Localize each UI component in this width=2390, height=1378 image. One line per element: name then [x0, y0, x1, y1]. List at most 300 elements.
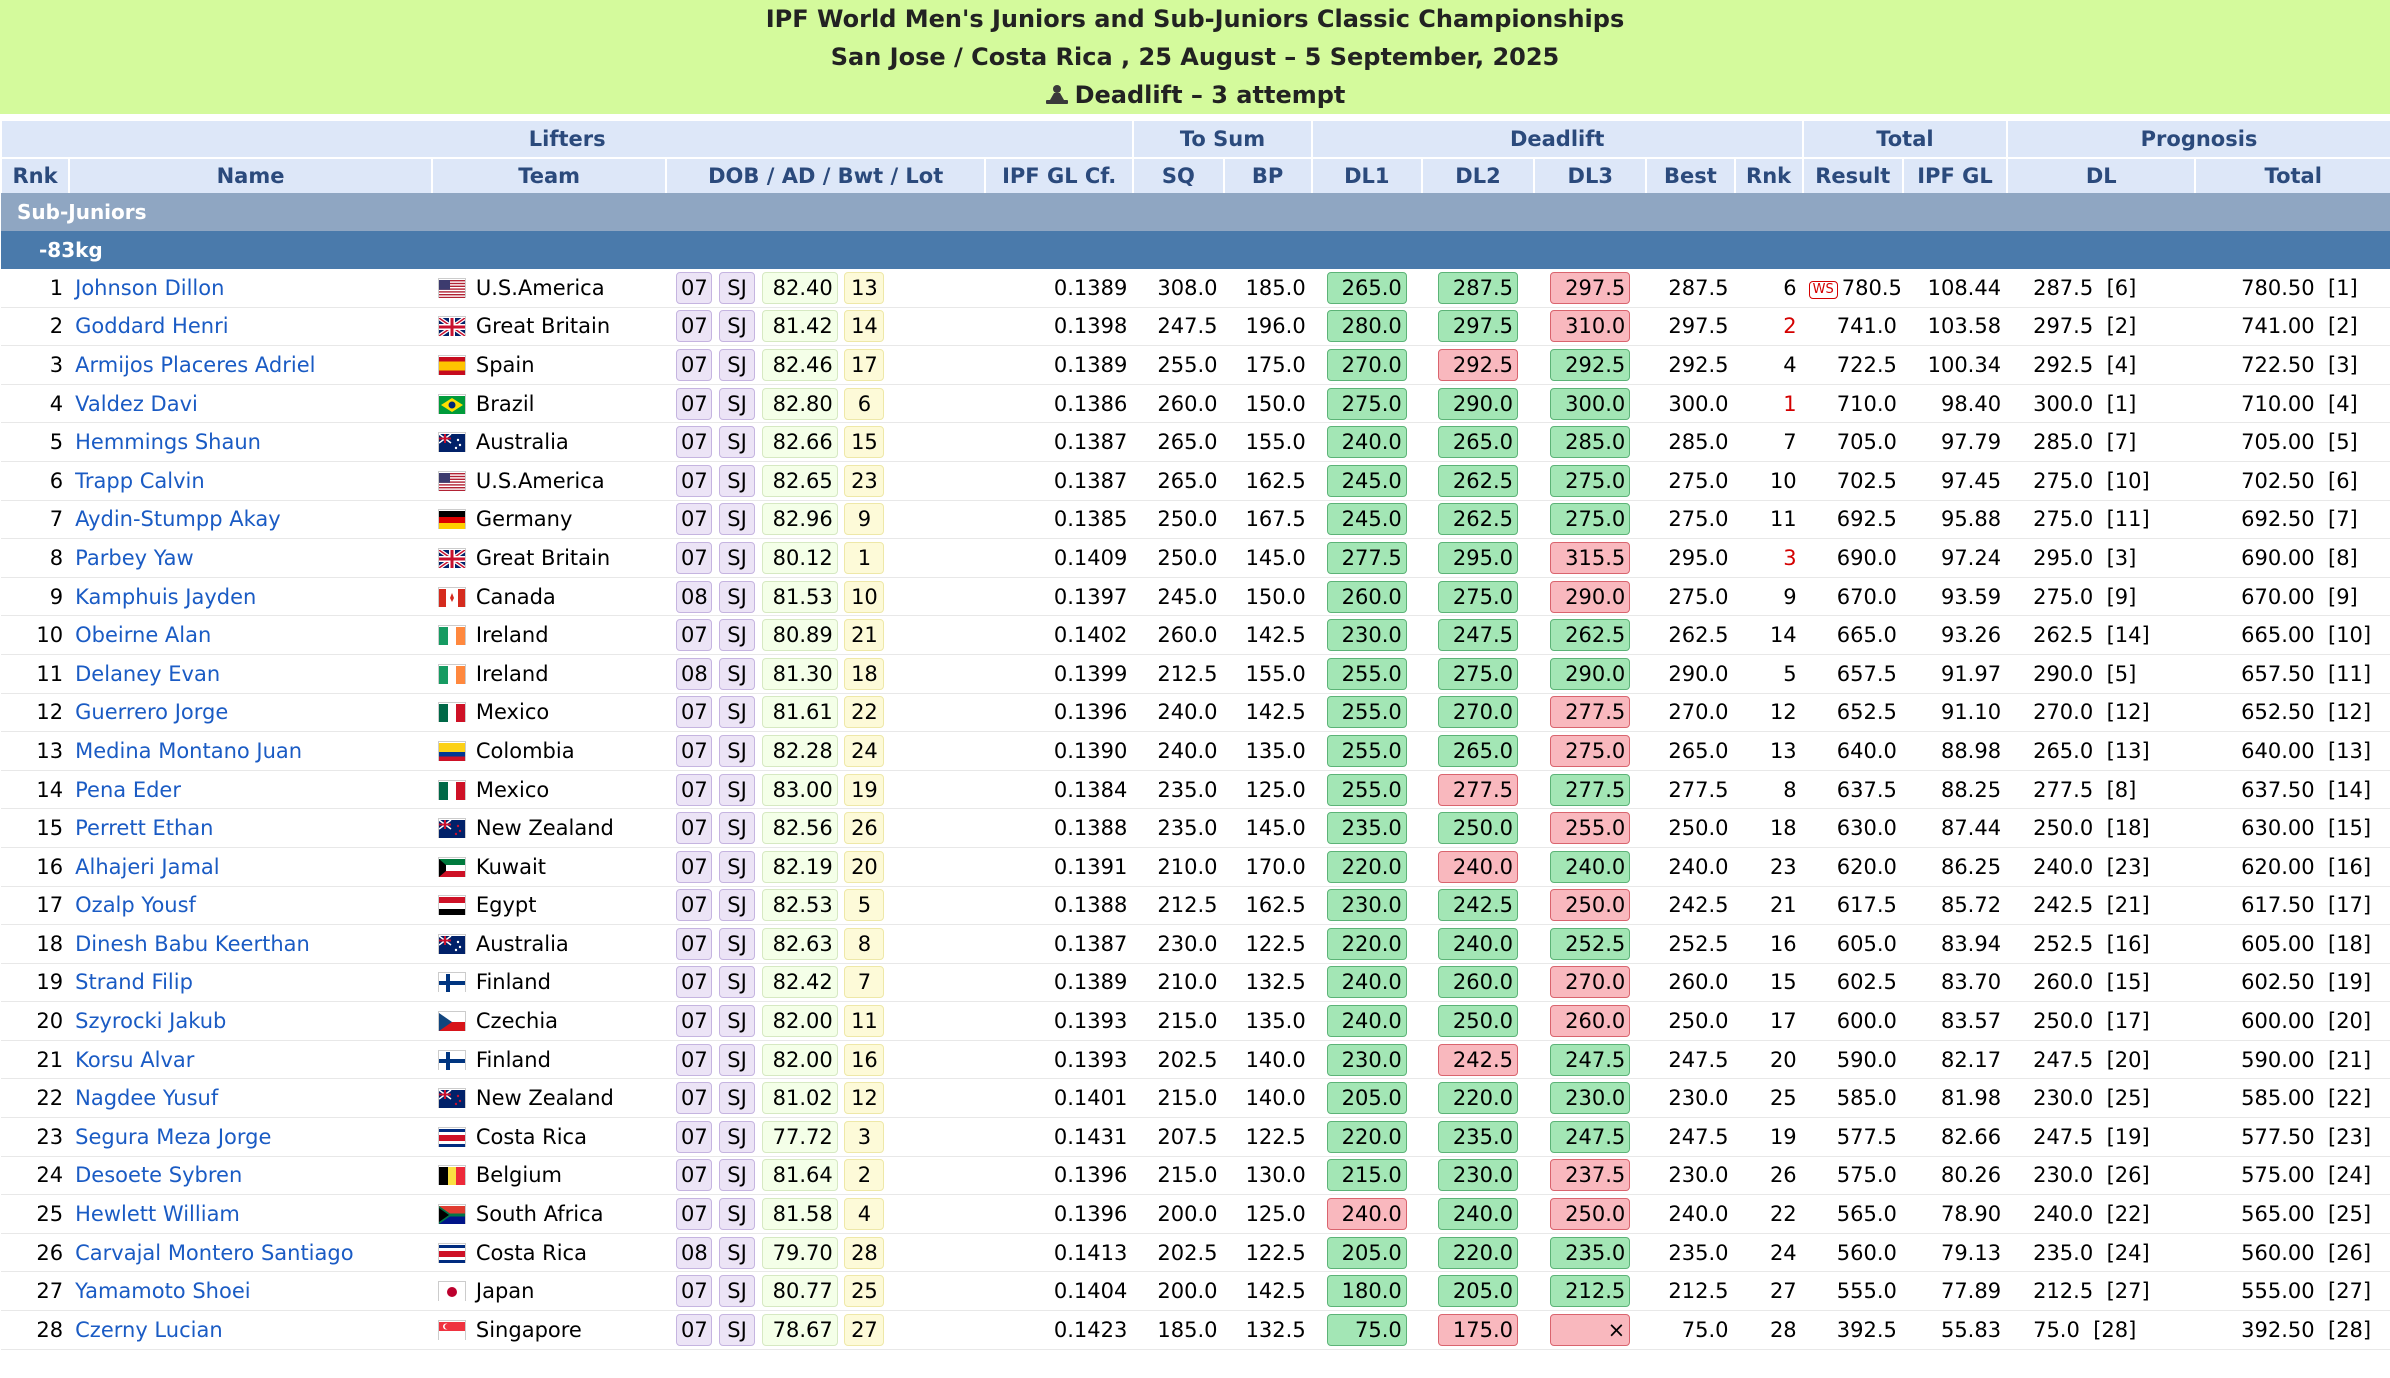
dl1-attempt[interactable]: 255.0 [1327, 735, 1407, 767]
dl3-attempt[interactable]: 277.5 [1550, 774, 1630, 806]
lifter-name-link[interactable]: Delaney Evan [69, 654, 432, 693]
ipf-gl-points: 93.59 [1903, 577, 2007, 616]
dl1-cell [1312, 1195, 1422, 1234]
dl2-attempt[interactable]: 262.5 [1438, 465, 1518, 497]
dl3-attempt[interactable]: 252.5 [1550, 928, 1630, 960]
prognosis-dl: 240.0 [2033, 854, 2094, 879]
dl1-attempt[interactable]: 230.0 [1327, 619, 1407, 651]
dob-badge: 07 [676, 889, 712, 921]
age-division-badge: SJ [719, 1082, 755, 1114]
squat-value: 215.0 [1133, 1079, 1223, 1118]
total-result-cell [1803, 539, 1903, 578]
prognosis-total-rank: [14] [2328, 777, 2372, 802]
dl1-attempt[interactable]: 230.0 [1327, 1044, 1407, 1076]
ipf-gl-points: 93.26 [1903, 616, 2007, 655]
dl2-attempt[interactable]: 262.5 [1438, 503, 1518, 535]
team-name: Belgium [475, 1163, 562, 1188]
lifter-name-link[interactable]: Kamphuis Jayden [69, 577, 432, 616]
dl3-attempt[interactable]: 275.0 [1550, 465, 1630, 497]
table-row[interactable] [1, 500, 2390, 539]
dl3-attempt[interactable]: 250.0 [1550, 1198, 1630, 1230]
best-deadlift: 265.0 [1646, 732, 1734, 771]
table-row[interactable] [1, 732, 2390, 771]
table-row[interactable] [1, 577, 2390, 616]
table-row[interactable] [1, 269, 2390, 307]
dob-badge: 07 [676, 465, 712, 497]
dl3-attempt[interactable]: 310.0 [1550, 310, 1630, 342]
lifter-name-link[interactable]: Nagdee Yusuf [69, 1079, 432, 1118]
dl1-attempt[interactable]: 205.0 [1327, 1082, 1407, 1114]
lifter-name-link[interactable]: Hewlett William [69, 1195, 432, 1234]
dl2-attempt[interactable]: 270.0 [1438, 696, 1518, 728]
dl2-attempt[interactable]: 230.0 [1438, 1159, 1518, 1191]
dl2-cell [1422, 384, 1534, 423]
prognosis-dl: 235.0 [2033, 1240, 2094, 1265]
dob-badge: 07 [676, 928, 712, 960]
table-row[interactable] [1, 1233, 2390, 1272]
total-result-cell [1803, 809, 1903, 848]
dl3-cell [1534, 1040, 1646, 1079]
col-sq[interactable]: SQ [1133, 158, 1223, 193]
bench-value: 140.0 [1224, 1079, 1312, 1118]
table-row[interactable] [1, 1156, 2390, 1195]
lifter-name-link[interactable]: Goddard Henri [69, 307, 432, 346]
table-row[interactable] [1, 847, 2390, 886]
dl2-attempt[interactable]: 220.0 [1438, 1082, 1518, 1114]
col-dl2[interactable]: DL2 [1422, 158, 1534, 193]
ipf-gl-coefficient: 0.1387 [985, 461, 1133, 500]
prognosis-dl-rank: [2] [2106, 314, 2137, 339]
dl3-attempt[interactable]: 277.5 [1550, 696, 1630, 728]
prognosis-dl-cell [2007, 809, 2195, 848]
deadlift-rank: 16 [1735, 925, 1803, 964]
age-division-badge: SJ [719, 1159, 755, 1191]
table-row[interactable] [1, 539, 2390, 578]
prognosis-dl: 252.5 [2033, 931, 2094, 956]
dob-cell [666, 732, 985, 771]
squat-value: 250.0 [1133, 500, 1223, 539]
dl3-attempt[interactable]: 235.0 [1550, 1237, 1630, 1269]
dob-cell [666, 539, 985, 578]
col-best[interactable]: Best [1646, 158, 1734, 193]
prognosis-dl: 285.0 [2033, 430, 2094, 455]
table-row[interactable] [1, 963, 2390, 1002]
event-subtitle [0, 76, 2390, 114]
lifter-name-link[interactable]: Hemmings Shaun [69, 423, 432, 462]
dl2-attempt[interactable]: 250.0 [1438, 812, 1518, 844]
lot-badge: 15 [844, 426, 884, 458]
prognosis-dl-rank: [17] [2106, 1009, 2150, 1034]
table-row[interactable] [1, 423, 2390, 462]
dl3-attempt[interactable]: 300.0 [1550, 388, 1630, 420]
prognosis-dl: 270.0 [2033, 700, 2094, 725]
lifter-name-link[interactable]: Desoete Sybren [69, 1156, 432, 1195]
lifter-name-link[interactable]: Parbey Yaw [69, 539, 432, 578]
dl2-attempt[interactable]: 240.0 [1438, 851, 1518, 883]
team-cell [432, 1079, 666, 1118]
dob-cell [666, 1272, 985, 1311]
total-result: 722.5 [1836, 352, 1897, 377]
prognosis-total-rank: [1] [2328, 275, 2358, 300]
squat-value: 250.0 [1133, 539, 1223, 578]
col-dl3[interactable]: DL3 [1534, 158, 1646, 193]
table-row[interactable] [1, 693, 2390, 732]
prognosis-dl-rank: [8] [2106, 777, 2137, 802]
dl2-attempt[interactable]: 265.0 [1438, 735, 1518, 767]
lifter-name-link[interactable]: Guerrero Jorge [69, 693, 432, 732]
dl2-cell [1422, 539, 1534, 578]
dl2-attempt[interactable]: 240.0 [1438, 928, 1518, 960]
lifter-name-link[interactable]: Pena Eder [69, 770, 432, 809]
dl2-attempt[interactable]: 287.5 [1438, 272, 1518, 304]
dl2-attempt[interactable]: 290.0 [1438, 388, 1518, 420]
dl1-attempt[interactable]: 215.0 [1327, 1159, 1407, 1191]
dl1-attempt[interactable]: 265.0 [1327, 272, 1407, 304]
lifter-name-link[interactable]: Johnson Dillon [69, 269, 432, 307]
total-result-cell [1803, 886, 1903, 925]
col-bp[interactable]: BP [1224, 158, 1312, 193]
dl2-attempt[interactable]: 175.0 [1438, 1314, 1518, 1346]
lifter-name-link[interactable]: Yamamoto Shoei [69, 1272, 432, 1311]
dl3-attempt[interactable]: 275.0 [1550, 503, 1630, 535]
bench-value: 132.5 [1224, 963, 1312, 1002]
table-row[interactable] [1, 1195, 2390, 1234]
dl2-attempt[interactable]: 250.0 [1438, 1005, 1518, 1037]
dl2-attempt[interactable]: 295.0 [1438, 542, 1518, 574]
lifter-name-link[interactable]: Korsu Alvar [69, 1040, 432, 1079]
lifter-name-link[interactable]: Strand Filip [69, 963, 432, 1002]
lifter-name-link[interactable]: Segura Meza Jorge [69, 1118, 432, 1157]
deadlift-rank: 28 [1735, 1311, 1803, 1350]
lot-badge: 8 [844, 928, 884, 960]
dl1-attempt[interactable]: 180.0 [1327, 1275, 1407, 1307]
lifter-name-link[interactable]: Carvajal Montero Santiago [69, 1233, 432, 1272]
table-row[interactable] [1, 616, 2390, 655]
prognosis-total-cell [2195, 1311, 2390, 1350]
dl3-cell [1534, 886, 1646, 925]
rank: 3 [1, 346, 69, 385]
dob-cell [666, 1079, 985, 1118]
dl2-cell [1422, 269, 1534, 307]
col-ipfgl[interactable]: IPF GL [1903, 158, 2007, 193]
dl3-attempt[interactable]: 260.0 [1550, 1005, 1630, 1037]
dl3-attempt[interactable]: 315.5 [1550, 542, 1630, 574]
dl2-attempt[interactable]: 242.5 [1438, 1044, 1518, 1076]
table-row[interactable] [1, 307, 2390, 346]
dl3-attempt[interactable]: 230.0 [1550, 1082, 1630, 1114]
table-row[interactable] [1, 809, 2390, 848]
dl1-attempt[interactable]: 240.0 [1327, 426, 1407, 458]
deadlift-rank: 15 [1735, 963, 1803, 1002]
prognosis-dl-cell [2007, 886, 2195, 925]
dl3-attempt[interactable]: 290.0 [1550, 658, 1630, 690]
team-cell [432, 1233, 666, 1272]
table-row[interactable] [1, 886, 2390, 925]
dl1-cell [1312, 847, 1422, 886]
dl1-attempt[interactable]: 260.0 [1327, 581, 1407, 613]
dl2-attempt[interactable]: 235.0 [1438, 1121, 1518, 1153]
table-row[interactable] [1, 1040, 2390, 1079]
team-name: South Africa [475, 1202, 604, 1227]
prognosis-dl: 250.0 [2033, 816, 2094, 841]
table-row[interactable] [1, 1118, 2390, 1157]
bench-value: 140.0 [1224, 1040, 1312, 1079]
squat-value: 212.5 [1133, 654, 1223, 693]
lifter-name-link[interactable]: Szyrocki Jakub [69, 1002, 432, 1041]
table-row[interactable] [1, 461, 2390, 500]
total-result-cell [1803, 500, 1903, 539]
age-division-badge: SJ [719, 851, 755, 883]
prognosis-total: 605.00 [2241, 931, 2315, 956]
lifter-name-link[interactable]: Dinesh Babu Keerthan [69, 925, 432, 964]
prognosis-total: 665.00 [2241, 623, 2315, 648]
lifter-name-link[interactable]: Armijos Placeres Adriel [69, 346, 432, 385]
prognosis-total-cell [2195, 1118, 2390, 1157]
rank: 8 [1, 539, 69, 578]
best-deadlift: 290.0 [1646, 654, 1734, 693]
table-row[interactable] [1, 346, 2390, 385]
team-name: Mexico [475, 777, 550, 802]
prognosis-total-cell [2195, 1079, 2390, 1118]
dl3-attempt[interactable]: 290.0 [1550, 581, 1630, 613]
dl3-attempt[interactable]: 247.5 [1550, 1121, 1630, 1153]
team-name: Ireland [475, 623, 549, 648]
lifter-name-link[interactable]: Trapp Calvin [69, 461, 432, 500]
col-rnk[interactable]: Rnk [1, 158, 69, 193]
dl3-attempt[interactable]: 275.0 [1550, 735, 1630, 767]
table-row[interactable] [1, 384, 2390, 423]
dob-badge: 07 [676, 1005, 712, 1037]
dl1-attempt[interactable]: 240.0 [1327, 966, 1407, 998]
dl1-cell [1312, 1233, 1422, 1272]
dl3-attempt[interactable]: 270.0 [1550, 966, 1630, 998]
dl1-attempt[interactable]: 220.0 [1327, 1121, 1407, 1153]
prognosis-total: 780.50 [2241, 275, 2315, 300]
prognosis-dl: 260.0 [2033, 970, 2094, 995]
total-result-cell [1803, 1156, 1903, 1195]
dl2-attempt[interactable]: 240.0 [1438, 1198, 1518, 1230]
dl2-attempt[interactable]: 247.5 [1438, 619, 1518, 651]
dl3-attempt[interactable]: 262.5 [1550, 619, 1630, 651]
dl2-attempt[interactable]: 292.5 [1438, 349, 1518, 381]
lifter-name-link[interactable]: Czerny Lucian [69, 1311, 432, 1350]
ipf-gl-coefficient: 0.1393 [985, 1002, 1133, 1041]
prognosis-dl-cell [2007, 1118, 2195, 1157]
dob-cell [666, 500, 985, 539]
ipf-gl-points: 83.57 [1903, 1002, 2007, 1041]
lifter-name-link[interactable]: Alhajeri Jamal [69, 847, 432, 886]
ie-flag-icon [438, 625, 466, 645]
prognosis-dl: 265.0 [2033, 738, 2094, 763]
team-name: Australia [475, 430, 569, 455]
prognosis-total-cell [2195, 539, 2390, 578]
prognosis-dl-cell [2007, 269, 2195, 307]
total-result: 780.5 [1841, 275, 1902, 300]
best-deadlift: 275.0 [1646, 577, 1734, 616]
dl3-attempt[interactable]: 237.5 [1550, 1159, 1630, 1191]
dl3-attempt[interactable]: 255.0 [1550, 812, 1630, 844]
col-result[interactable]: Result [1803, 158, 1903, 193]
dl1-attempt[interactable]: 230.0 [1327, 889, 1407, 921]
squat-value: 265.0 [1133, 461, 1223, 500]
table-row[interactable] [1, 1311, 2390, 1350]
best-deadlift: 240.0 [1646, 1195, 1734, 1234]
cr-flag-icon [438, 1127, 466, 1147]
dl1-attempt[interactable]: 220.0 [1327, 928, 1407, 960]
dl1-attempt[interactable]: 220.0 [1327, 851, 1407, 883]
col-dl-rnk[interactable]: Rnk [1735, 158, 1803, 193]
dl2-attempt[interactable]: 265.0 [1438, 426, 1518, 458]
dl1-attempt[interactable]: 275.0 [1327, 388, 1407, 420]
best-deadlift: 300.0 [1646, 384, 1734, 423]
team-name: Costa Rica [475, 1240, 587, 1265]
dl3-attempt[interactable]: 247.5 [1550, 1044, 1630, 1076]
dob-cell [666, 1311, 985, 1350]
ipf-gl-points: 82.66 [1903, 1118, 2007, 1157]
prognosis-dl-cell [2007, 384, 2195, 423]
dl1-attempt[interactable]: 245.0 [1327, 465, 1407, 497]
lifter-name-link[interactable]: Obeirne Alan [69, 616, 432, 655]
dob-badge: 07 [676, 1121, 712, 1153]
dl2-attempt[interactable]: 205.0 [1438, 1275, 1518, 1307]
lot-badge: 7 [844, 966, 884, 998]
team-cell [432, 925, 666, 964]
lot-badge: 25 [844, 1275, 884, 1307]
prognosis-dl-cell [2007, 307, 2195, 346]
dl2-attempt[interactable]: 277.5 [1438, 774, 1518, 806]
ipf-gl-points: 55.83 [1903, 1311, 2007, 1350]
dl2-attempt[interactable]: 275.0 [1438, 658, 1518, 690]
table-row[interactable] [1, 925, 2390, 964]
dob-cell [666, 847, 985, 886]
table-row[interactable] [1, 1002, 2390, 1041]
dl3-attempt[interactable]: 240.0 [1550, 851, 1630, 883]
total-result: 560.0 [1836, 1240, 1897, 1265]
lot-badge: 19 [844, 774, 884, 806]
bench-value: 142.5 [1224, 616, 1312, 655]
col-glcf[interactable]: IPF GL Cf. [985, 158, 1133, 193]
dl1-attempt[interactable]: 255.0 [1327, 696, 1407, 728]
col-dob[interactable]: DOB / AD / Bwt / Lot [666, 158, 985, 193]
au-flag-icon [438, 432, 466, 452]
dl3-attempt[interactable]: 250.0 [1550, 889, 1630, 921]
age-division-badge: SJ [719, 465, 755, 497]
prognosis-dl: 277.5 [2033, 777, 2094, 802]
dl1-attempt[interactable]: 235.0 [1327, 812, 1407, 844]
dl3-attempt[interactable]: 297.5 [1550, 272, 1630, 304]
ipf-gl-coefficient: 0.1413 [985, 1233, 1133, 1272]
prognosis-dl-cell [2007, 770, 2195, 809]
dl1-attempt[interactable]: 240.0 [1327, 1198, 1407, 1230]
dl1-attempt[interactable]: 75.0 [1327, 1314, 1407, 1346]
dl1-attempt[interactable]: 280.0 [1327, 310, 1407, 342]
ipf-gl-points: 91.97 [1903, 654, 2007, 693]
prognosis-dl: 300.0 [2033, 391, 2094, 416]
prognosis-total: 617.50 [2241, 893, 2315, 918]
table-row[interactable] [1, 654, 2390, 693]
total-result-cell [1803, 925, 1903, 964]
rank: 7 [1, 500, 69, 539]
prognosis-total-cell [2195, 1040, 2390, 1079]
bodyweight-badge: 82.66 [762, 426, 838, 458]
prognosis-dl-rank: [5] [2106, 661, 2137, 686]
total-result-cell [1803, 1040, 1903, 1079]
prognosis-dl: 247.5 [2033, 1047, 2094, 1072]
total-result-cell [1803, 693, 1903, 732]
lot-badge: 27 [844, 1314, 884, 1346]
team-cell [432, 616, 666, 655]
age-division-badge: SJ [719, 1275, 755, 1307]
prognosis-dl-cell [2007, 1272, 2195, 1311]
dl1-attempt[interactable]: 277.5 [1327, 542, 1407, 574]
dl1-attempt[interactable]: 205.0 [1327, 1237, 1407, 1269]
dl2-attempt[interactable]: 220.0 [1438, 1237, 1518, 1269]
prognosis-dl-rank: [25] [2106, 1086, 2150, 1111]
dl1-cell [1312, 346, 1422, 385]
total-result: 665.0 [1836, 623, 1897, 648]
prognosis-dl: 295.0 [2033, 545, 2094, 570]
lifter-name-link[interactable]: Aydin-Stumpp Akay [69, 500, 432, 539]
col-team[interactable]: Team [432, 158, 666, 193]
lifter-name-link[interactable]: Perrett Ethan [69, 809, 432, 848]
lifter-name-link[interactable]: Medina Montano Juan [69, 732, 432, 771]
dl3-attempt[interactable]: 292.5 [1550, 349, 1630, 381]
total-result: 577.5 [1836, 1124, 1897, 1149]
event-subtitle-text: Deadlift – 3 attempt [1074, 81, 1346, 109]
dob-cell [666, 1118, 985, 1157]
col-prog-dl[interactable]: DL [2007, 158, 2195, 193]
lifter-icon [1045, 79, 1069, 101]
squat-value: 247.5 [1133, 307, 1223, 346]
col-name[interactable]: Name [69, 158, 432, 193]
dl1-attempt[interactable]: 270.0 [1327, 349, 1407, 381]
bench-value: 155.0 [1224, 423, 1312, 462]
prognosis-dl-cell [2007, 616, 2195, 655]
total-result: 670.0 [1836, 584, 1897, 609]
co-flag-icon [438, 741, 466, 761]
dob-badge: 08 [676, 1237, 712, 1269]
dl1-attempt[interactable]: 245.0 [1327, 503, 1407, 535]
dl3-attempt[interactable]: 212.5 [1550, 1275, 1630, 1307]
dob-badge: 07 [676, 388, 712, 420]
dl2-attempt[interactable]: 242.5 [1438, 889, 1518, 921]
team-cell [432, 654, 666, 693]
col-prog-total[interactable]: Total [2195, 158, 2390, 193]
table-row[interactable] [1, 770, 2390, 809]
dl2-attempt[interactable]: 260.0 [1438, 966, 1518, 998]
lifter-name-link[interactable]: Ozalp Yousf [69, 886, 432, 925]
lifter-name-link[interactable]: Valdez Davi [69, 384, 432, 423]
dl1-cell [1312, 423, 1422, 462]
total-result: 600.0 [1836, 1009, 1897, 1034]
team-cell [432, 693, 666, 732]
bench-value: 150.0 [1224, 384, 1312, 423]
dl2-attempt[interactable]: 297.5 [1438, 310, 1518, 342]
lot-badge: 11 [844, 1005, 884, 1037]
bodyweight-badge: 82.80 [762, 388, 838, 420]
table-row[interactable] [1, 1272, 2390, 1311]
dl3-attempt[interactable]: × [1550, 1314, 1630, 1346]
dl3-attempt[interactable]: 285.0 [1550, 426, 1630, 458]
dl1-attempt[interactable]: 255.0 [1327, 774, 1407, 806]
ipf-gl-points: 80.26 [1903, 1156, 2007, 1195]
col-dl1[interactable]: DL1 [1312, 158, 1422, 193]
dl2-attempt[interactable]: 275.0 [1438, 581, 1518, 613]
dl1-attempt[interactable]: 255.0 [1327, 658, 1407, 690]
table-row[interactable] [1, 1079, 2390, 1118]
dob-cell [666, 1195, 985, 1234]
dl1-attempt[interactable]: 240.0 [1327, 1005, 1407, 1037]
